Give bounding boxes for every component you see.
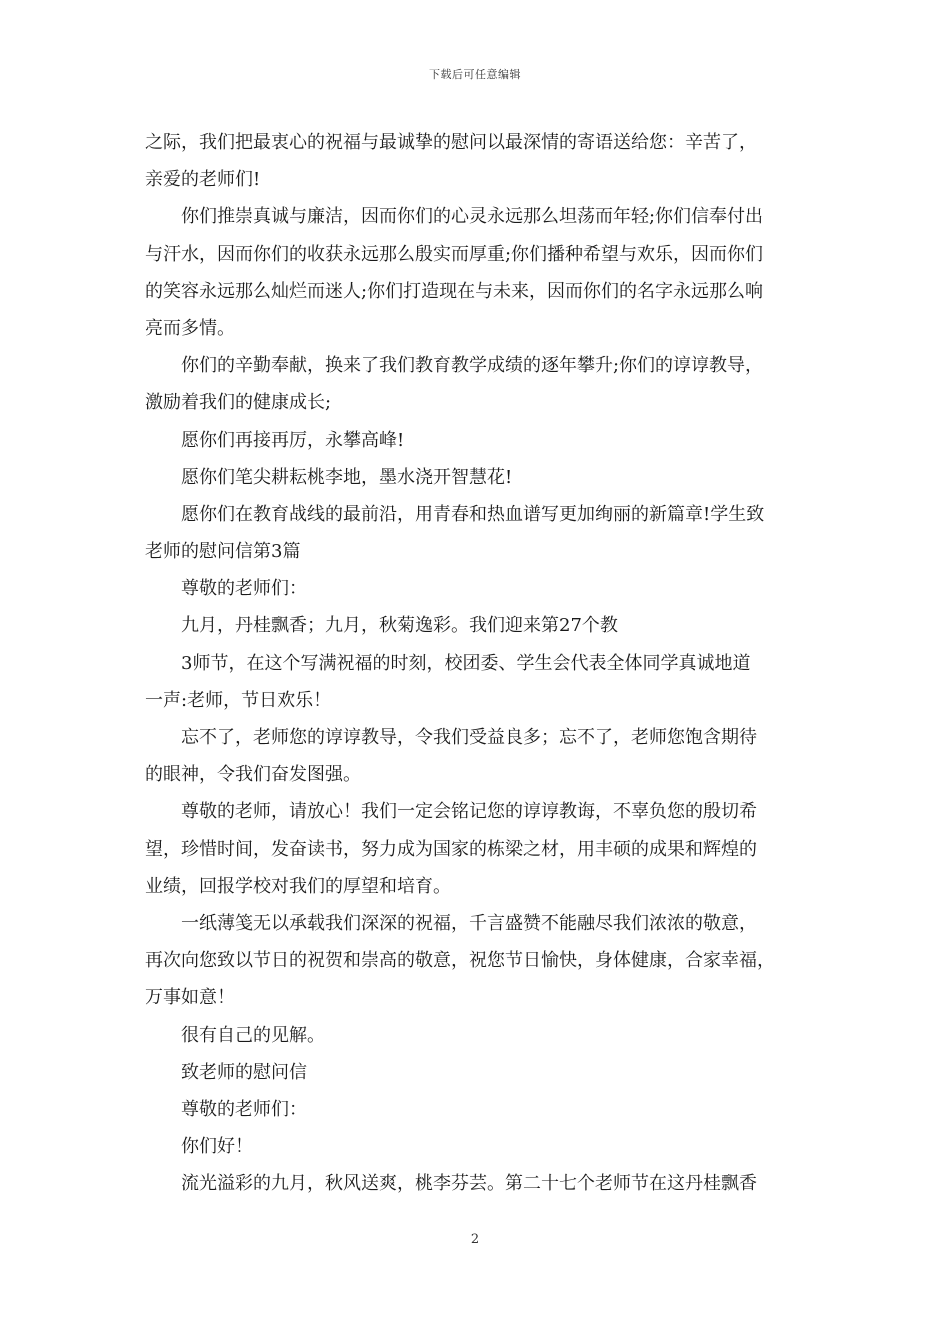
text-line: 忘不了，老师您的谆谆教导，令我们受益良多；忘不了，老师您饱含期待 <box>181 727 757 748</box>
text-line: 一纸薄笺无以承载我们深深的祝福，千言盛赞不能融尽我们浓浓的敬意， <box>181 912 757 934</box>
text-line: 与汗水，因而你们的收获永远那么殷实而厚重;你们播种希望与欢乐，因而你们 <box>145 243 764 265</box>
text-line: 你们好！ <box>181 1136 253 1158</box>
text-line: 尊敬的老师们： <box>181 578 307 600</box>
text-line: 亲爱的老师们! <box>145 169 261 191</box>
text-line: 3师节，在这个写满祝福的时刻，校团委、学生会代表全体同学真诚地道 <box>181 652 751 674</box>
text-line: 激励着我们的健康成长; <box>145 392 332 414</box>
text-line: 的眼神，令我们奋发图强。 <box>145 764 361 786</box>
page-number: 2 <box>470 1232 480 1247</box>
text-line: 愿你们在教育战线的最前沿，用青春和热血谱写更加绚丽的新篇章!学生致 <box>181 503 765 525</box>
text-line: 业绩，回报学校对我们的厚望和培育。 <box>145 875 451 897</box>
text-line: 致老师的慰问信 <box>181 1061 307 1083</box>
text-line: 老师的慰问信第3篇 <box>145 541 301 563</box>
text-line: 很有自己的见解。 <box>181 1024 325 1046</box>
text-line: 你们的辛勤奉献，换来了我们教育教学成绩的逐年攀升;你们的谆谆教导， <box>181 355 764 377</box>
text-line: 一声:老师，节日欢乐！ <box>145 689 332 711</box>
page-header: 下载后可任意编辑 <box>429 68 521 81</box>
text-line: 九月，丹桂飘香；九月，秋菊逸彩。我们迎来第27个教 <box>181 615 618 637</box>
document-body <box>145 124 810 1202</box>
text-line: 流光溢彩的九月，秋风送爽，桃李芬芸。第二十七个老师节在这丹桂飘香 <box>181 1173 757 1195</box>
text-line: 你们推崇真诚与廉洁，因而你们的心灵永远那么坦荡而年轻;你们信奉付出 <box>181 206 764 228</box>
text-line: 尊敬的老师们： <box>181 1098 307 1120</box>
text-line: 再次向您致以节日的祝贺和崇高的敬意，祝您节日愉快，身体健康，合家幸福， <box>145 950 775 972</box>
text-line: 愿你们再接再厉，永攀高峰! <box>181 429 405 451</box>
text-line: 望，珍惜时间，发奋读书，努力成为国家的栋梁之材，用丰硕的成果和辉煌的 <box>145 838 757 860</box>
text-line: 尊敬的老师，请放心！我们一定会铭记您的谆谆教诲，不辜负您的殷切希 <box>181 801 757 823</box>
text-line: 万事如意！ <box>145 987 235 1009</box>
text-line: 愿你们笔尖耕耘桃李地，墨水浇开智慧花! <box>181 466 513 488</box>
text-line: 的笑容永远那么灿烂而迷人;你们打造现在与未来，因而你们的名字永远那么响 <box>145 280 764 302</box>
text-line: 亮而多情。 <box>145 317 235 339</box>
text-line: 之际，我们把最衷心的祝福与最诚挚的慰问以最深情的寄语送给您：辛苦了， <box>145 132 757 153</box>
